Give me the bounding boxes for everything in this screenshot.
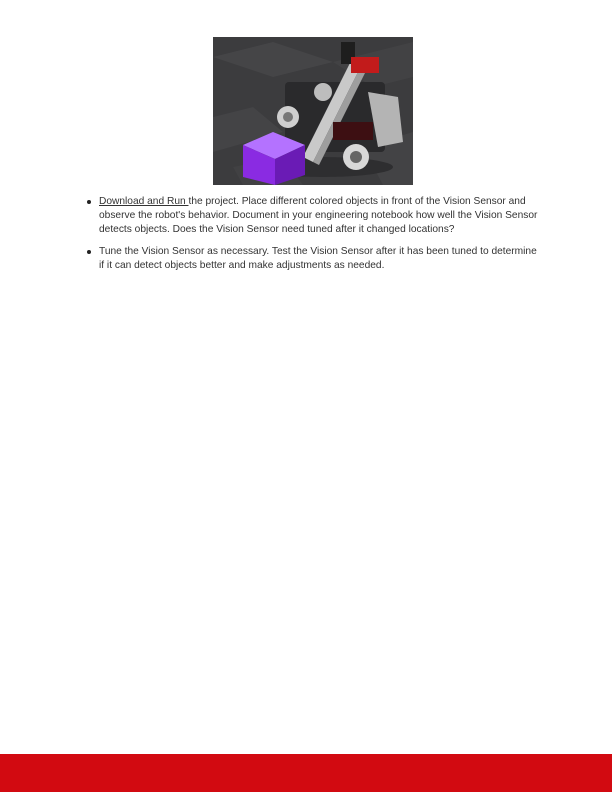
download-and-run-link[interactable]: Download and Run (99, 196, 189, 207)
bullet-icon (87, 200, 91, 204)
robot-photo (213, 37, 413, 185)
list-item-text: the project. Place different colored objects in front of the Vision Sensor and observe the robot's behavior. Document in your engineering notebook how well the Vision Sensor detects objects. Does the Vision Sensor need tuned after it changed locations? (99, 196, 538, 235)
bullet-icon (87, 250, 91, 254)
list-item (99, 245, 544, 273)
instruction-list (99, 195, 544, 281)
list-item-text: Tune the Vision Sensor as necessary. Test the Vision Sensor after it has been tuned to determine if it can detect objects better and make adjustments as needed. (99, 246, 537, 271)
footer-bar (0, 754, 612, 792)
list-item (99, 195, 544, 237)
